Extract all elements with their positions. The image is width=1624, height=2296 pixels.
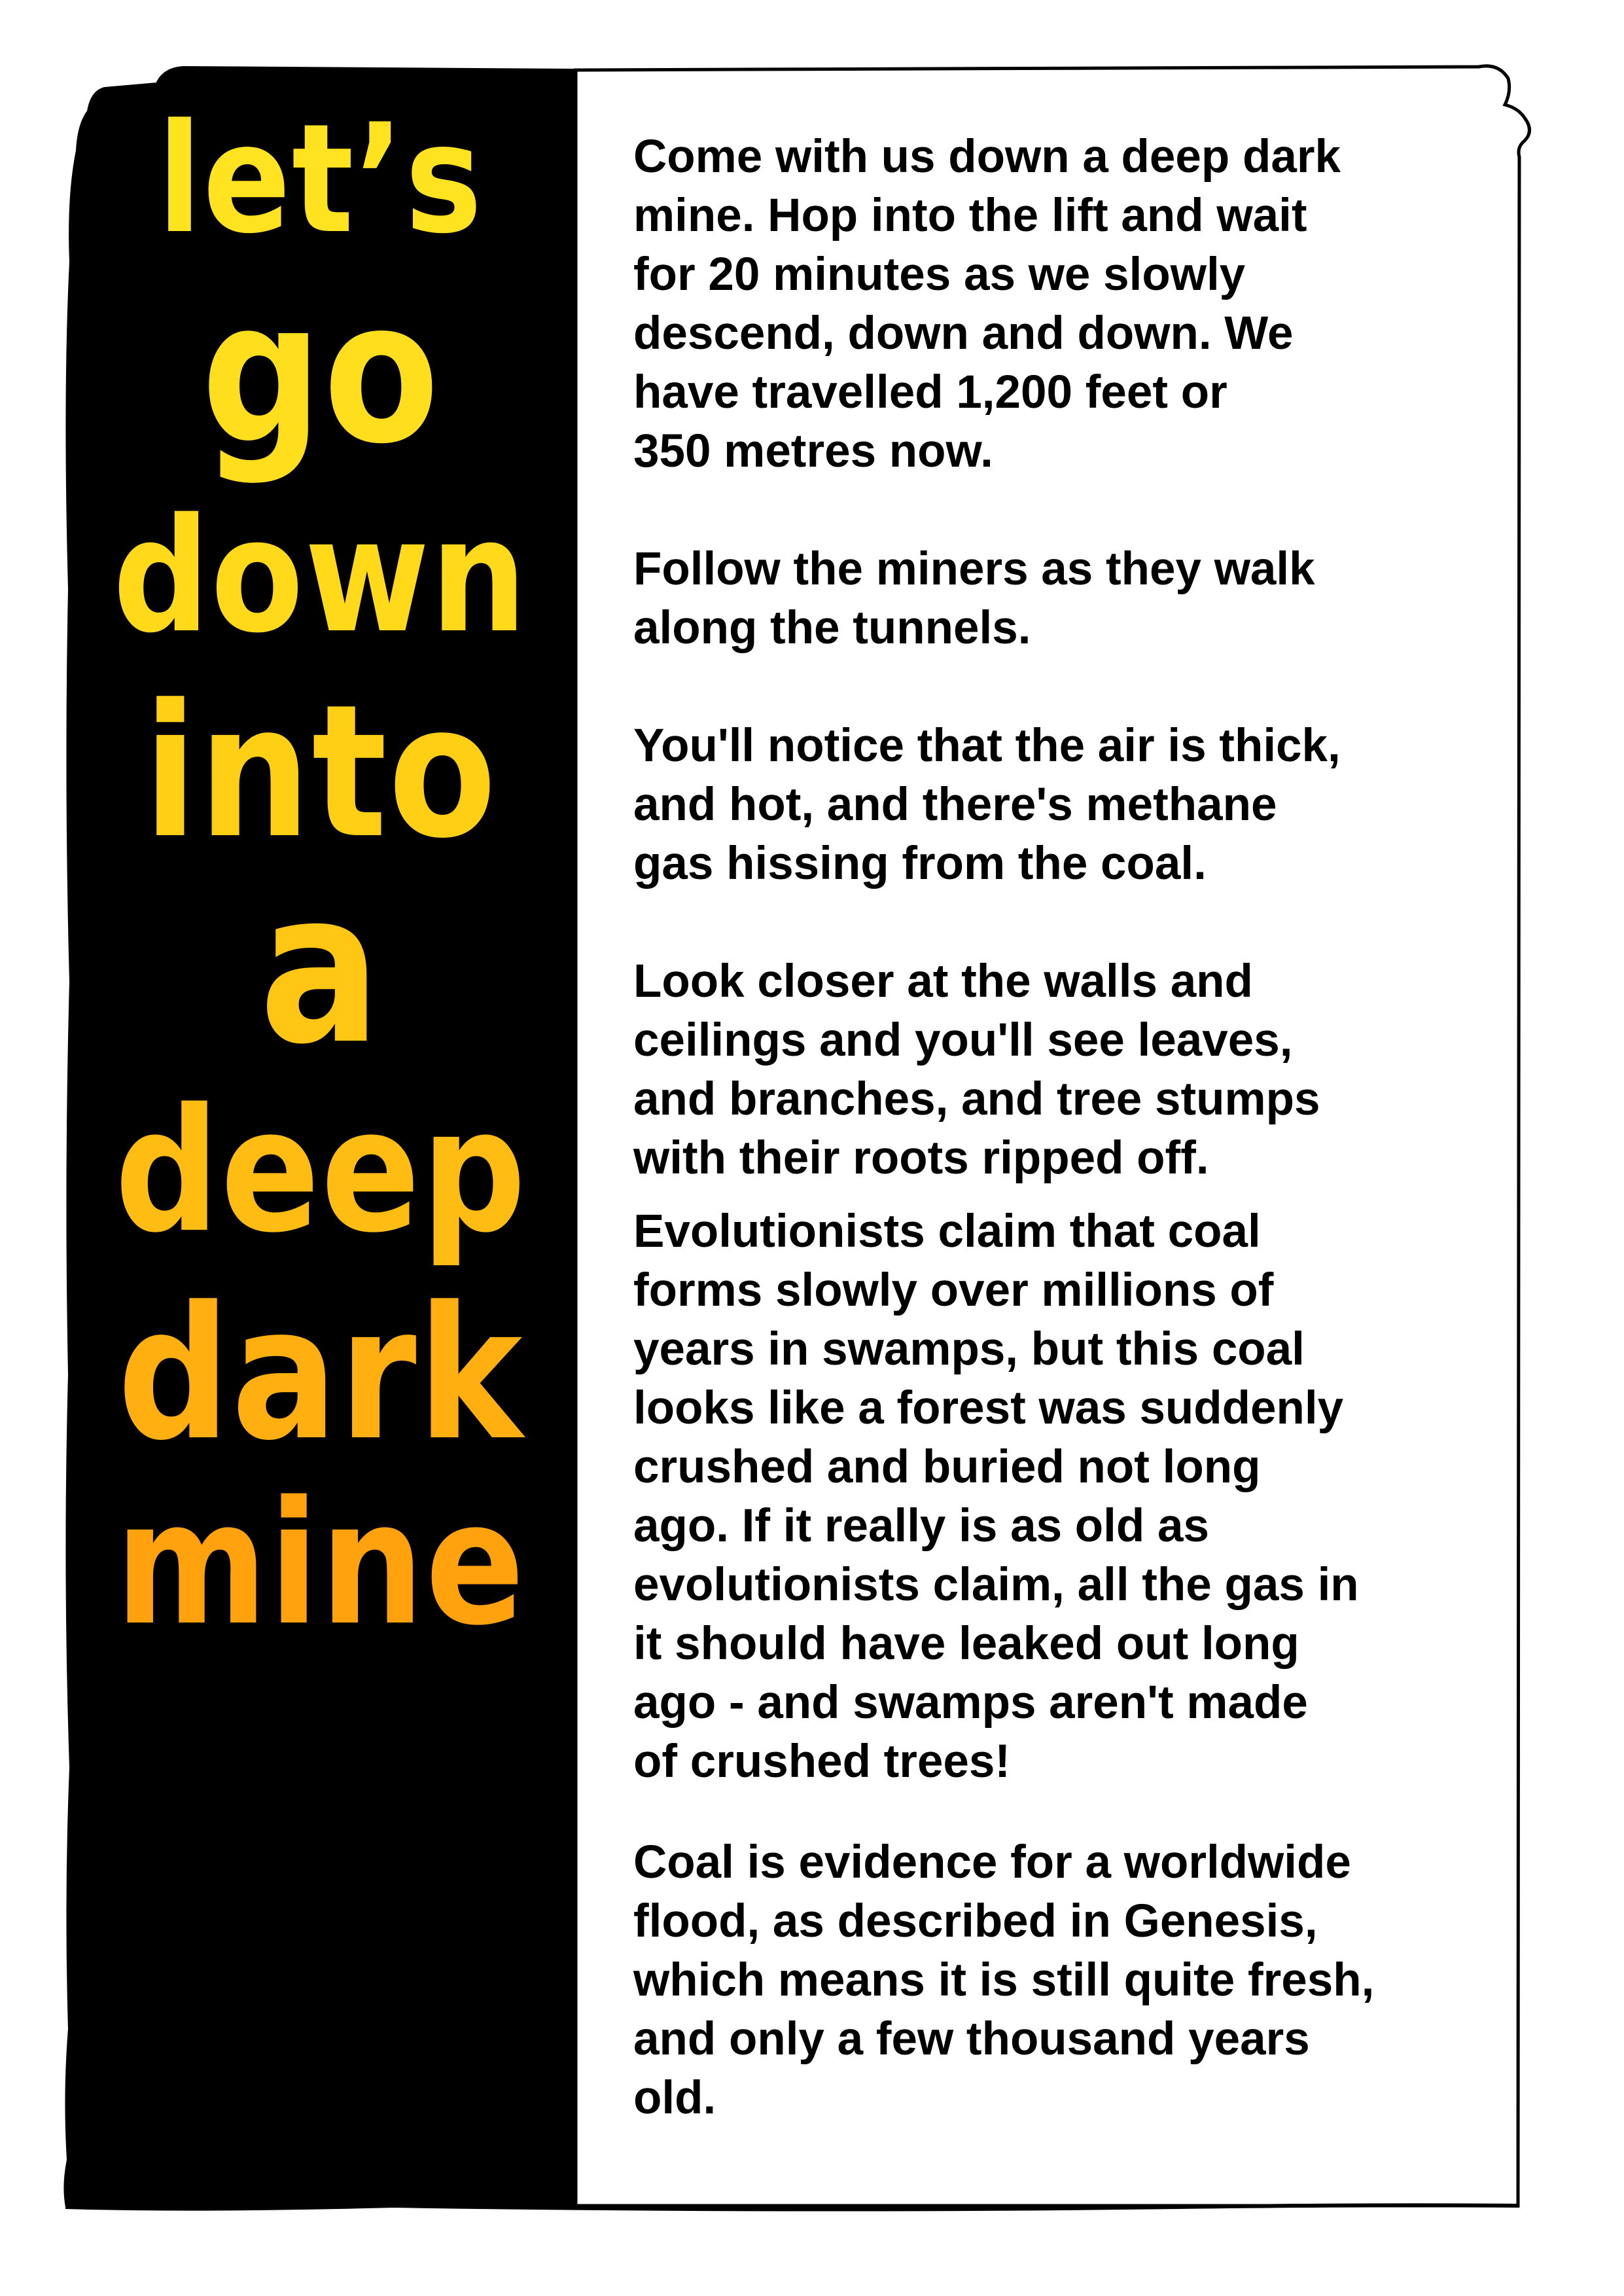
body-text: [633, 128, 1504, 2128]
paragraph-tunnels: Follow the miners as they walk along the tunnels.: [633, 543, 1315, 654]
paragraph-flood: Coal is evidence for a worldwide flood, as described in Genesis, which means it is still quite fresh, and only a few thousand years old.: [633, 1837, 1375, 2124]
title-word-go: go: [201, 259, 440, 487]
title-column: [72, 92, 569, 2166]
title-word-down: down: [113, 484, 529, 668]
paragraph-air: You'll notice that the air is thick, and hot, and there's methane gas hissing from the coal.: [633, 720, 1341, 889]
title-word-a: a: [259, 847, 382, 1090]
paragraph-walls: Look closer at the walls and ceilings and you'll see leaves, and branches, and tree stumps with their roots ripped off.: [633, 956, 1320, 1184]
paragraph-descent: Come with us down a deep dark mine. Hop into the lift and wait for 20 minutes as we slowly descend, down and down. We have travelled 1,200 feet or 350 metres now.: [633, 131, 1341, 477]
title-word-dark: dark: [117, 1268, 524, 1481]
title-word-into: into: [143, 666, 498, 879]
title-word-mine: mine: [115, 1465, 526, 1663]
paragraph-evolutionists: Evolutionists claim that coal forms slowly over millions of years in swamps, but this coal looks like a forest was suddenly crushed and buried not long ago. If it really is as old as evolutionists claim, all the gas in it should have leaked out long ago - and swamps aren't made of crushed trees!: [633, 1206, 1359, 1787]
title-word-lets: let’s: [158, 92, 484, 267]
title-word-deep: deep: [114, 1073, 527, 1270]
